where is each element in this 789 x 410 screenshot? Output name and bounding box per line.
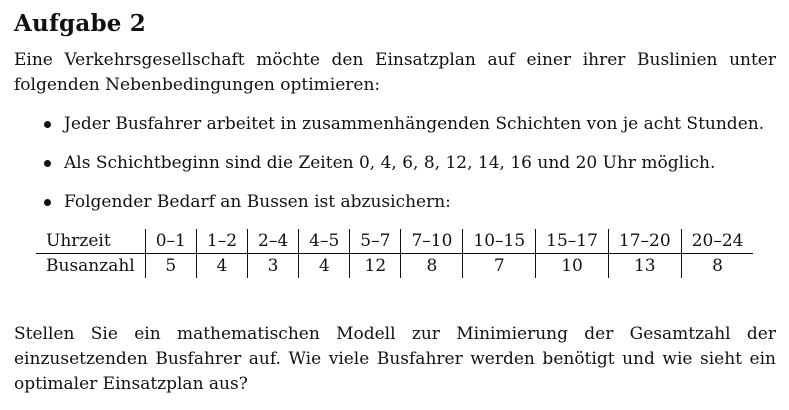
time-slot-cell: 15–17 [536,229,609,254]
time-slot-cell: 10–15 [463,229,536,254]
bus-count-cell: 12 [350,254,401,279]
bullet-icon [44,199,51,206]
constraint-text: Jeder Busfahrer arbeitet in zusammenhängenden Schichten von je acht Stunden. [64,114,765,134]
bus-count-cell: 4 [196,254,247,279]
time-slot-cell: 20–24 [681,229,753,254]
time-slot-cell: 5–7 [350,229,401,254]
time-slot-cell: 4–5 [299,229,350,254]
constraint-item [14,112,776,137]
document [14,10,776,397]
bus-count-cell: 5 [145,254,196,279]
bus-count-cell: 3 [248,254,299,279]
bus-demand-table [36,229,753,278]
row-label-bus-count: Busanzahl [46,256,135,276]
demand-table-wrapper [36,229,776,278]
bus-count-cell: 13 [608,254,681,279]
time-slot-cell: 1–2 [196,229,247,254]
constraint-list [14,112,776,215]
row-label-time: Uhrzeit [36,229,145,254]
time-slot-cell: 17–20 [608,229,681,254]
question-paragraph: Stellen Sie ein mathematischen Modell zur Minimierung der Gesamtzahl der einzusetzenden Busfahrer auf. Wie viele Busfahrer werden benötigt und wie sieht ein optimaler Einsatzplan aus? [14,324,776,394]
bus-count-cell: 8 [681,254,753,279]
constraint-item [14,151,776,176]
bus-count-cell: 10 [536,254,609,279]
intro-paragraph: Eine Verkehrsgesellschaft möchte den Einsatzplan auf einer ihrer Buslinien unter folgenden Nebenbedingungen optimieren: [14,50,776,95]
bullet-icon [44,121,51,128]
bus-count-cell: 7 [463,254,536,279]
bus-count-row [36,254,753,279]
time-slot-cell: 7–10 [401,229,463,254]
time-row [36,229,753,254]
bus-count-cell: 8 [401,254,463,279]
time-slot-cell: 2–4 [248,229,299,254]
exercise-title: Aufgabe 2 [14,10,146,37]
bullet-icon [44,160,51,167]
constraint-text: Folgender Bedarf an Bussen ist abzusichern: [64,192,451,212]
bus-count-cell: 4 [299,254,350,279]
time-slot-cell: 0–1 [145,229,196,254]
constraint-item [14,190,776,215]
constraint-text: Als Schichtbeginn sind die Zeiten 0, 4, 6, 8, 12, 14, 16 und 20 Uhr möglich. [64,153,716,173]
